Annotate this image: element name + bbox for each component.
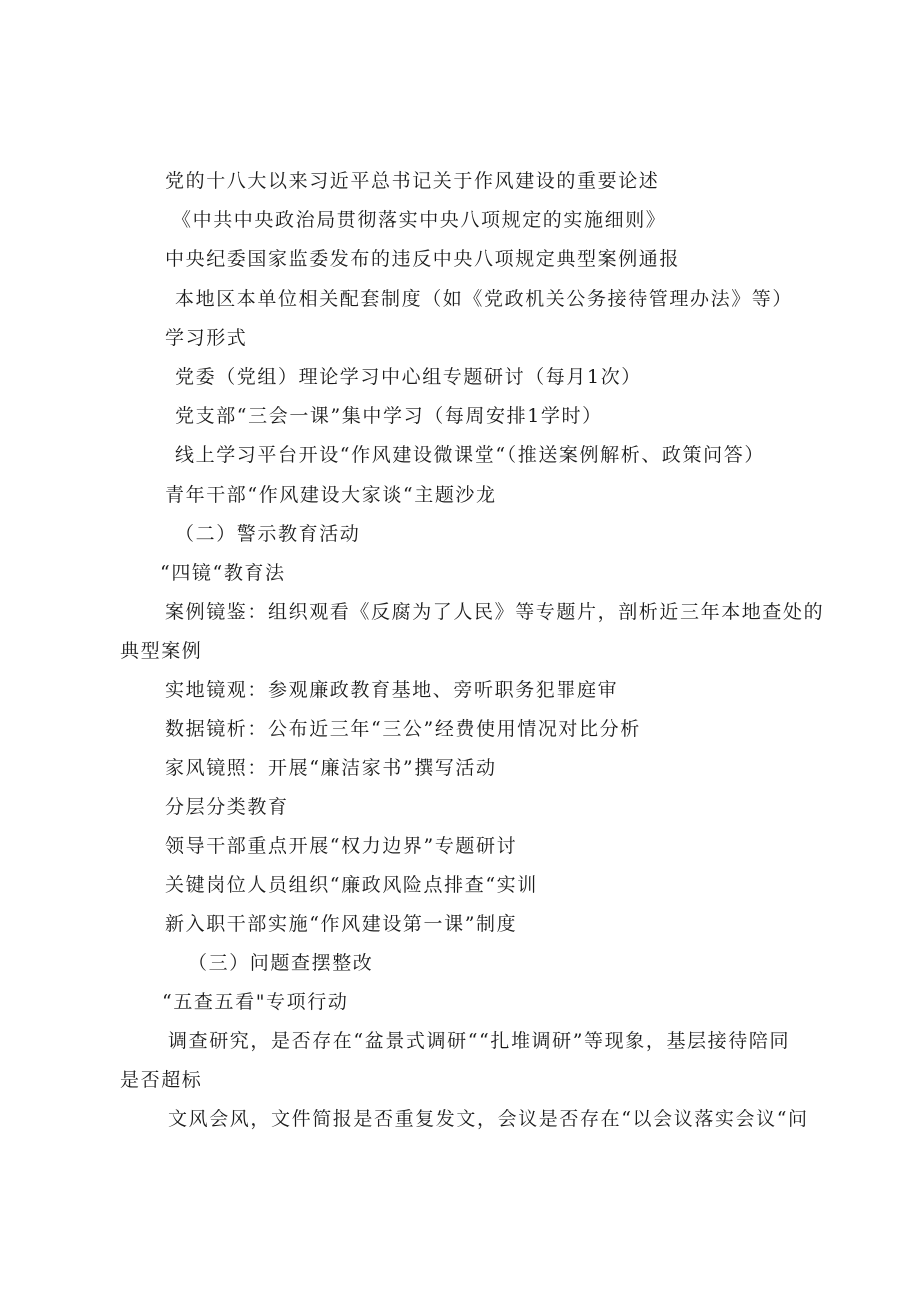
- text-line-13: 典型案例: [120, 640, 203, 662]
- section-heading-2: （二）警示教育活动: [175, 523, 361, 545]
- text-line-14: 实地镜观：参观廉政教育基地、旁听职务犯罪庭审: [165, 679, 619, 701]
- text-line-11: “四镜“教育法: [160, 562, 286, 584]
- text-line-19: 关键岗位人员组织“廉政风险点排查“实训: [165, 874, 538, 896]
- text-line-7: 党支部“三会一课”集中学习（每周安排1学时）: [175, 405, 603, 427]
- text-line-8: 线上学习平台开设“作风建设微课堂“（推送案例解析、政策问答）: [175, 444, 765, 466]
- text-line-20: 新入职干部实施“作风建设第一课”制度: [165, 913, 518, 935]
- text-line-25: 文风会风，文件简报是否重复发文，会议是否存在“以会议落实会议“问: [168, 1108, 809, 1130]
- text-line-5: 学习形式: [165, 327, 248, 349]
- text-line-1: 党的十八大以来习近平总书记关于作风建设的重要论述: [165, 170, 660, 192]
- text-line-12: 案例镜鉴：组织观看《反腐为了人民》等专题片，剖析近三年本地查处的: [165, 601, 825, 623]
- text-line-9: 青年干部“作风建设大家谈“主题沙龙: [165, 484, 497, 506]
- text-line-3: 中央纪委国家监委发布的违反中央八项规定典型案例通报: [165, 248, 681, 270]
- text-line-23: 调查研究，是否存在“盆景式调研““扎堆调研”等现象，基层接待陪同: [168, 1030, 791, 1052]
- text-line-2: 《中共中央政治局贯彻落实中央八项规定的实施细则》: [172, 209, 667, 231]
- text-line-15: 数据镜析：公布近三年“三公”经费使用情况对比分析: [165, 718, 641, 740]
- text-line-18: 领导干部重点开展“权力边界”专题研讨: [165, 835, 518, 857]
- text-line-22: “五查五看"专项行动: [162, 991, 349, 1013]
- text-line-24: 是否超标: [120, 1069, 203, 1091]
- text-line-17: 分层分类教育: [165, 796, 289, 818]
- section-heading-3: （三）问题查摆整改: [188, 952, 374, 974]
- text-line-16: 家风镜照：开展“廉洁家书”撰写活动: [165, 757, 497, 779]
- text-line-6: 党委（党组）理论学习中心组专题研讨（每月1次）: [175, 366, 642, 388]
- text-line-4: 本地区本单位相关配套制度（如《党政机关公务接待管理办法》等）: [175, 288, 794, 310]
